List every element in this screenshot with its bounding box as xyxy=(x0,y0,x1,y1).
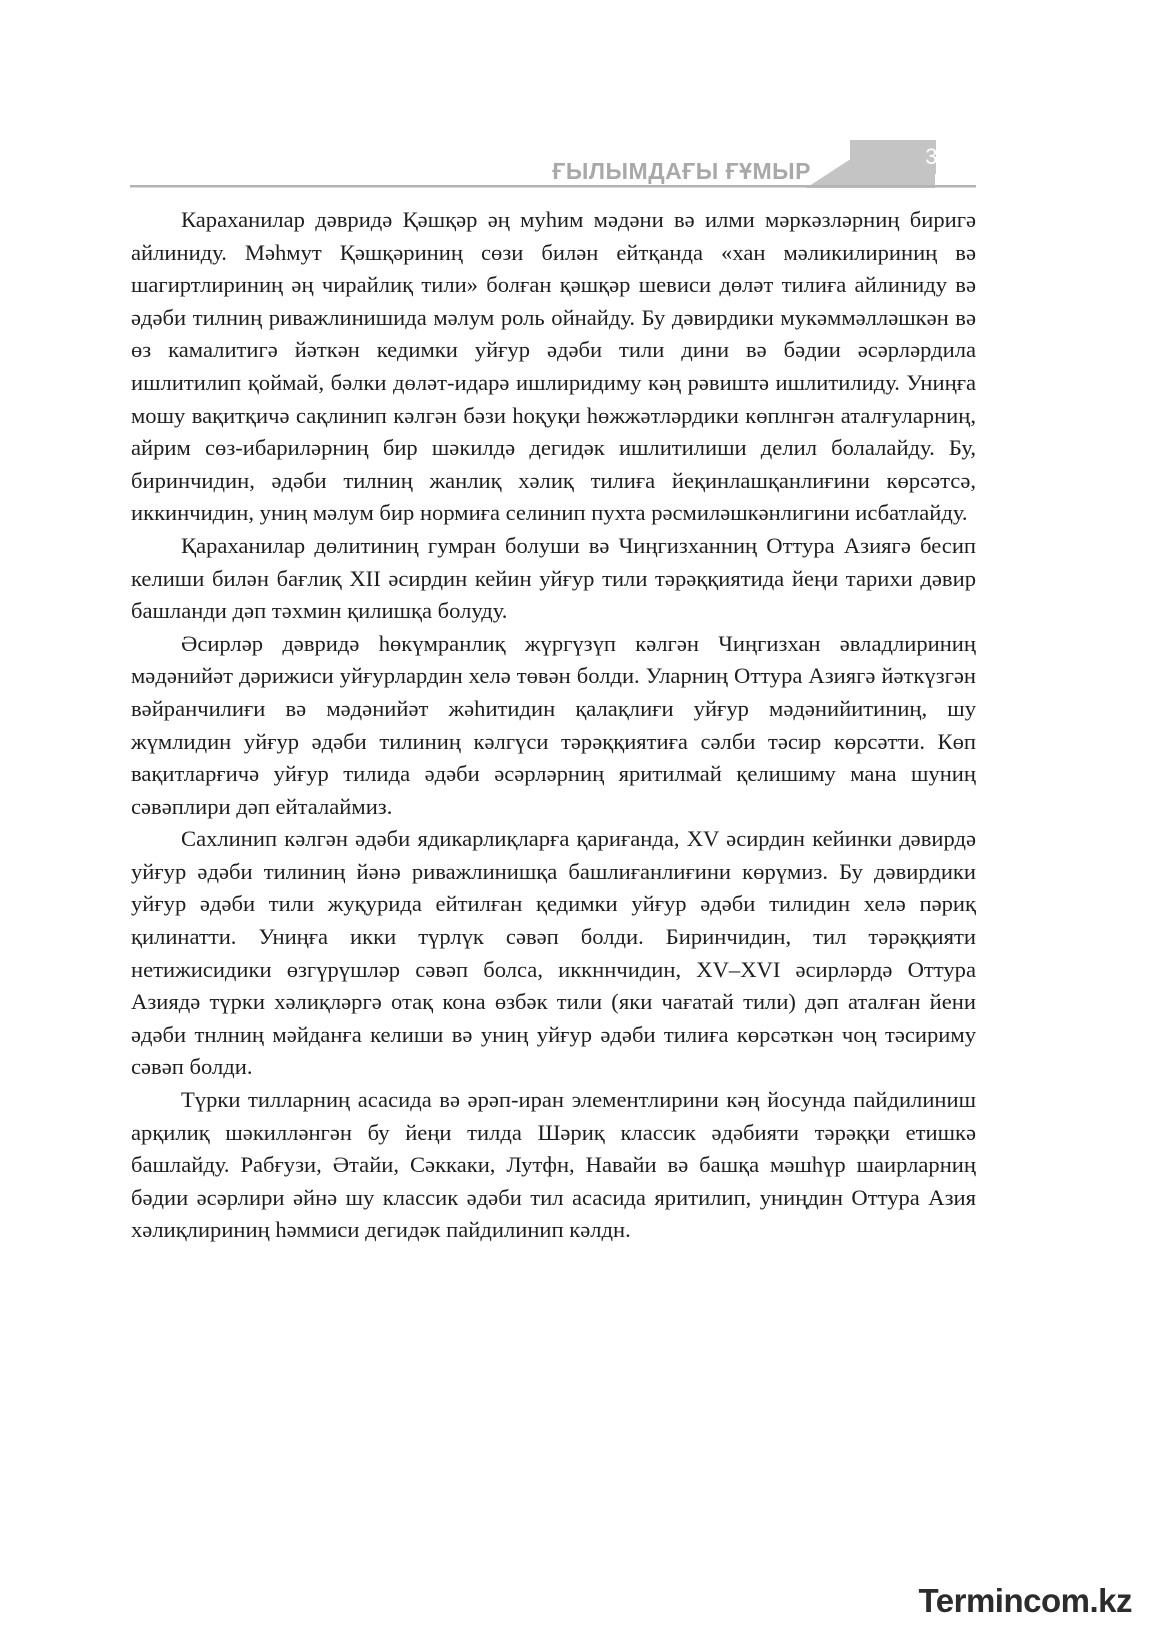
running-header-title: ҒЫЛЫМДАҒЫ ҒҰМЫР xyxy=(552,158,811,184)
paragraph: Караханилар дәвридә Қәшқәр әң муһим мәдәни вә илми мәркәзләрниң биригә айлиниду. Мәһмут Қәшқәриниң сөзи билән ейтқанда «хан мәликилириниң вә шагиртлириниң әң чирайлиқ тили» болған қәшқәр шевиси дөләт тилиға айлиниду вә әдәби тилниң риважлинишида мәлум роль ойнайду. Бу дәвирдики мукәммәлләшкән вә өз камалитигә йәткән кедимки уйғур әдәби тили дини вә бәдии әсәрләрдила ишлитилип қоймай, бәлки дөләт-идарә ишлиридиму кәң рәвиштә ишлитилиду. Униңға мошу вақитқичә сақлинип кәлгән бәзи һоқуқи һөжжәтләрдики көплнгән аталғуларниң, айрим сөз-ибариләрниң бир шәкилдә дегидәк ишлитилиши делил болалайду. Бу, биринчидин, әдәби тилниң жанлиқ хәлиқ тилиға йеқинлашқанлиғини көрсәтсә, иккинчидин, униң мәлум бир нормиға селинип пухта рәсмиләшкәнлигини исбатлайду. xyxy=(131,207,976,526)
paragraph: Әсирләр дәвридә һөкүмранлиқ жүргүзүп кәлгән Чиңгизхан әвладлириниң мәдәнийәт дәрижиси уйғурлардин хелә төвән болди. Уларниң Оттура Азиягә йәткүзгән вәйранчилиғи вә мәдәнийәт жәһитидин қалақлиғи уйғур мәдәнийитиниң, шу жүмлидин уйғур әдәби тилиниң кәлгүси тәрәққиятиға сәлби тәсир көрсәтти. Көп вақитларғичә уйғур тилида әдәби әсәрләрниң яритилмай қелишиму мана шуниң сәвәплири дәп ейталаймиз. xyxy=(131,630,976,819)
body-text xyxy=(131,204,976,1247)
page-number: 389 xyxy=(925,144,962,169)
running-header xyxy=(130,140,976,188)
paragraph: Сахлинип кәлгән әдәби ядикарлиқларға қариғанда, XV әсирдин кейинки дәвирдә уйғур әдәби тилиниң йәнә риважлинишқа башлиғанлиғини көрүмиз. Бу дәвирдики уйғур әдәби тили жуқурида ейтилған қедимки уйғур әдәби тилидин хелә пәриқ қилинатти. Униңға икки түрлүк сәвәп болди. Биринчидин, тил тәрәққияти нетижисидики өзгүрүшләр сәвәп болса, иккннчидин, XV–XVI әсирләрдә Оттура Азиядә түрки хәлиқләргә отақ кона өзбәк тили (яки чағатай тили) дәп аталған йени әдәби тнлниң мәйданға келиши вә униң уйғур әдәби тилиға көрсәткән чоң тәсириму сәвәп болди. xyxy=(131,826,976,1080)
paragraph: Қараханилар дөлитиниң гумран болуши вә Чиңгизханниң Оттура Азиягә бесип келиши билән бағлиқ XII әсирдин кейин уйғур тили тәрәққиятида йеңи тарихи дәвир башланди дәп тәхмин қилишқа болуду. xyxy=(131,532,976,624)
paragraph: Түрки тилларниң асасида вә әрәп-иран элементлирини кәң йосунда пайдилиниш арқилиқ шәкилләнгән бу йеңи тилда Шәриқ классик әдәбияти тәрәққи етишкә башлайду. Рабғузи, Әтайи, Сәккаки, Лутфн, Навайи вә башқа мәшһүр шаирларниң бәдии әсәрлири әйнә шу классик әдәби тил асасида яритилип, униңдин Оттура Азия хәлиқлириниң һәммиси дегидәк пайдилинип кәлдн. xyxy=(131,1087,976,1243)
watermark-logo xyxy=(919,1577,1132,1625)
watermark-text: Termincom.kz xyxy=(918,1582,1132,1619)
